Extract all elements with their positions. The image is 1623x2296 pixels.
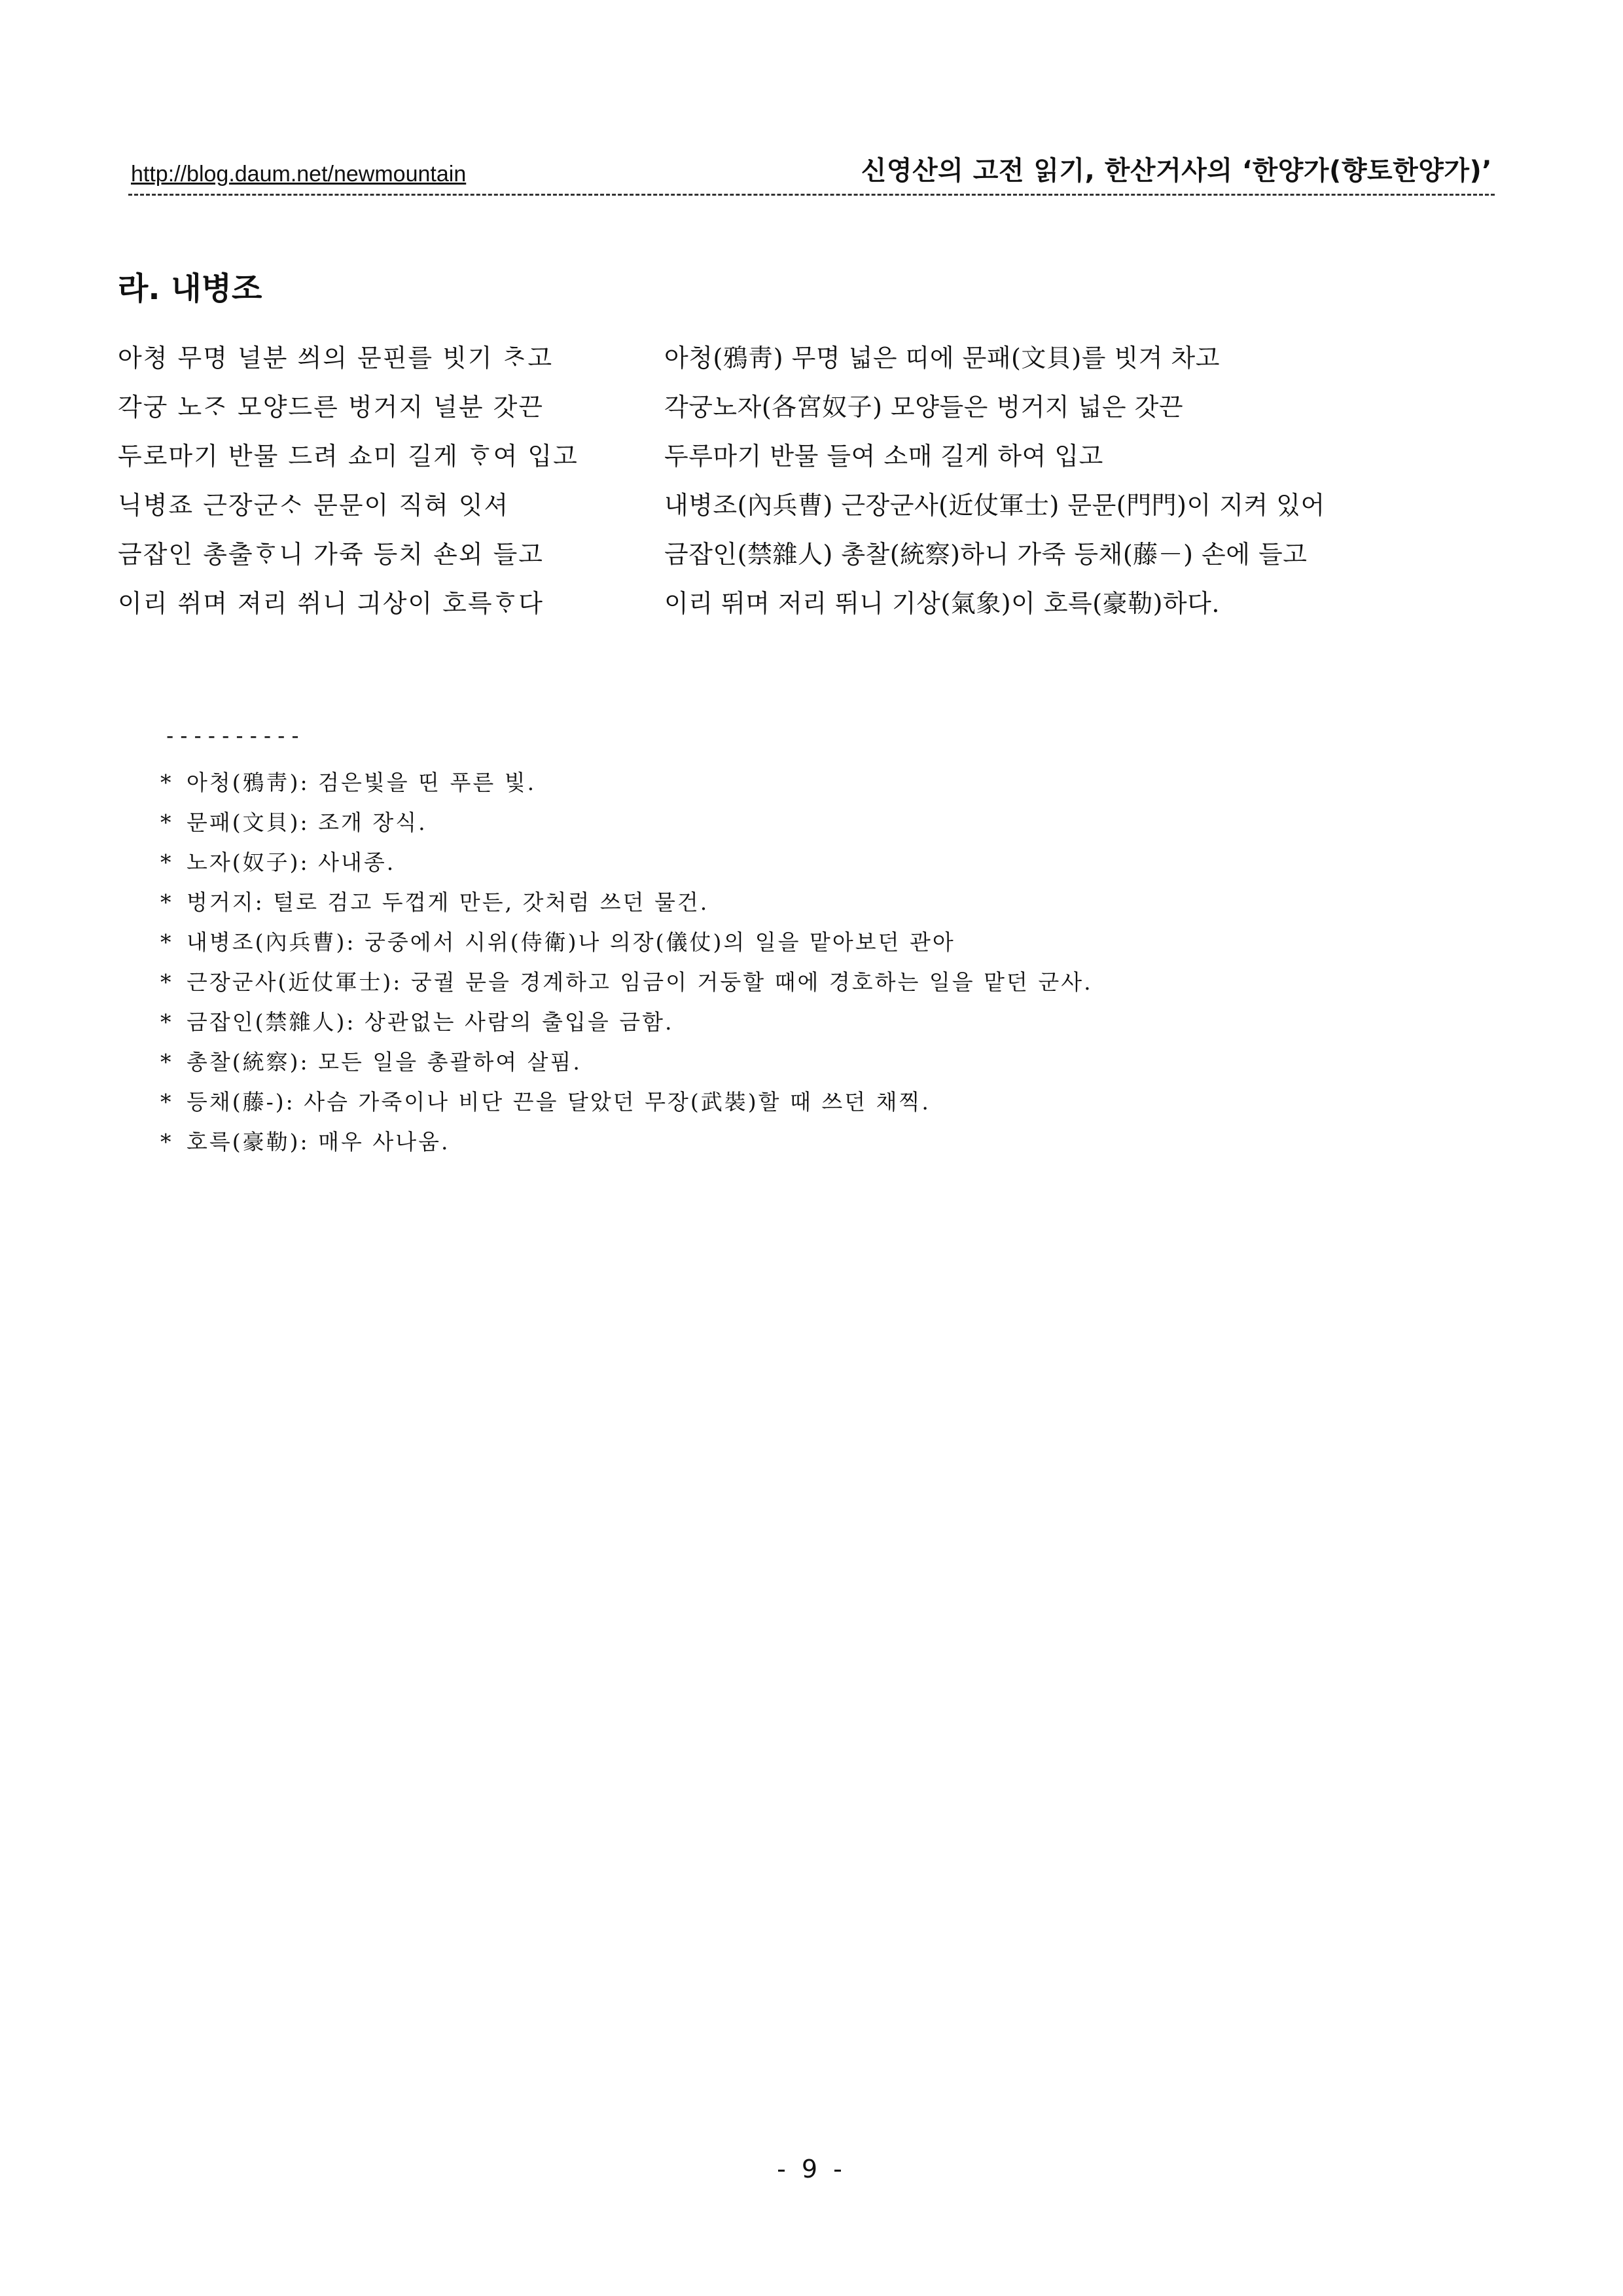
header-divider bbox=[128, 194, 1495, 196]
note-bullet: * bbox=[160, 969, 173, 995]
note-bullet: * bbox=[160, 1009, 173, 1035]
note-item bbox=[160, 1082, 1469, 1122]
note-text: 금잡인(禁雜人): 상관없는 사람의 출입을 금함. bbox=[187, 1009, 674, 1035]
poem-original-line: 두로마기 반물 드려 쇼미 길게 ᄒᆞ여 입고 bbox=[118, 442, 579, 471]
section-heading: 라. 내병조 bbox=[118, 270, 262, 307]
poem-original-line: 닉병죠 근장군ᄉᆞ 문문이 직혀 잇셔 bbox=[118, 491, 510, 520]
poem-modern-line: 금잡인(禁雜人) 총찰(統察)하니 가죽 등채(藤－) 손에 들고 bbox=[664, 540, 1308, 569]
poem-original-column bbox=[118, 334, 654, 628]
note-bullet: * bbox=[160, 770, 173, 795]
notes-list bbox=[160, 762, 1469, 1162]
poem-modern-line: 이리 뛰며 저리 뛰니 기상(氣象)이 호륵(豪勒)하다. bbox=[664, 589, 1220, 618]
note-item bbox=[160, 802, 1469, 842]
note-text: 근장군사(近仗軍士): 궁궐 문을 경계하고 임금이 거둥할 때에 경호하는 일을 맡던 군사. bbox=[187, 969, 1093, 995]
note-text: 호륵(豪勒): 매우 사나움. bbox=[187, 1129, 450, 1155]
note-text: 노자(奴子): 사내종. bbox=[187, 850, 396, 875]
note-item bbox=[160, 1002, 1469, 1042]
note-item bbox=[160, 962, 1469, 1002]
poem-modern-column bbox=[664, 334, 1450, 628]
poem-modern-line: 아청(鴉靑) 무명 넓은 띠에 문패(文貝)를 빗겨 차고 bbox=[664, 344, 1220, 372]
poem-modern-line: 각궁노자(各宮奴子) 모양들은 벙거지 넓은 갓끈 bbox=[664, 393, 1184, 422]
note-text: 아청(鴉靑): 검은빛을 띤 푸른 빛. bbox=[187, 770, 537, 795]
poem-original-line: 이리 쒸며 져리 쒸니 긔상이 호륵ᄒᆞ다 bbox=[118, 589, 544, 618]
page-number: - 9 - bbox=[777, 2155, 846, 2183]
note-bullet: * bbox=[160, 929, 173, 955]
note-text: 등채(藤-): 사슴 가죽이나 비단 끈을 달았던 무장(武裝)할 때 쓰던 채찍. bbox=[187, 1089, 931, 1115]
poem-original-line: 각궁 노ᄌᆞ 모양드른 벙거지 널분 갓끈 bbox=[118, 393, 544, 422]
note-text: 내병조(內兵曹): 궁중에서 시위(侍衛)나 의장(儀仗)의 일을 맡아보던 관아 bbox=[187, 929, 955, 955]
note-text: 벙거지: 털로 검고 두껍게 만든, 갓처럼 쓰던 물건. bbox=[187, 889, 709, 915]
poem-modern-line: 내병조(內兵曹) 근장군사(近仗軍士) 문문(門門)이 지켜 있어 bbox=[664, 491, 1325, 520]
note-bullet: * bbox=[160, 1129, 173, 1155]
note-item bbox=[160, 922, 1469, 962]
note-item bbox=[160, 762, 1469, 802]
note-item bbox=[160, 1042, 1469, 1082]
note-item bbox=[160, 882, 1469, 922]
note-bullet: * bbox=[160, 1089, 173, 1115]
note-bullet: * bbox=[160, 850, 173, 875]
note-item bbox=[160, 1122, 1469, 1162]
poem-modern-line: 두루마기 반물 들여 소매 길게 하여 입고 bbox=[664, 442, 1103, 471]
poem-original-line: 아쳥 무명 널분 씌의 문핀를 빗기 ᄎᆞ고 bbox=[118, 344, 554, 372]
note-item bbox=[160, 842, 1469, 882]
note-bullet: * bbox=[160, 889, 173, 915]
note-text: 총찰(統察): 모든 일을 총괄하여 살핌. bbox=[187, 1049, 582, 1075]
page-header bbox=[131, 148, 1492, 187]
poem-original-line: 금잡인 총출ᄒᆞ니 가쥭 등치 숀외 들고 bbox=[118, 540, 544, 569]
note-bullet: * bbox=[160, 1049, 173, 1075]
blog-url-link[interactable]: http://blog.daum.net/newmountain bbox=[131, 162, 467, 187]
note-bullet: * bbox=[160, 810, 173, 835]
document-title: 신영산의 고전 읽기, 한산거사의 ‘한양가(향토한양가)’ bbox=[861, 156, 1492, 186]
notes-divider: ---------- bbox=[164, 723, 303, 748]
note-text: 문패(文貝): 조개 장식. bbox=[187, 810, 427, 835]
